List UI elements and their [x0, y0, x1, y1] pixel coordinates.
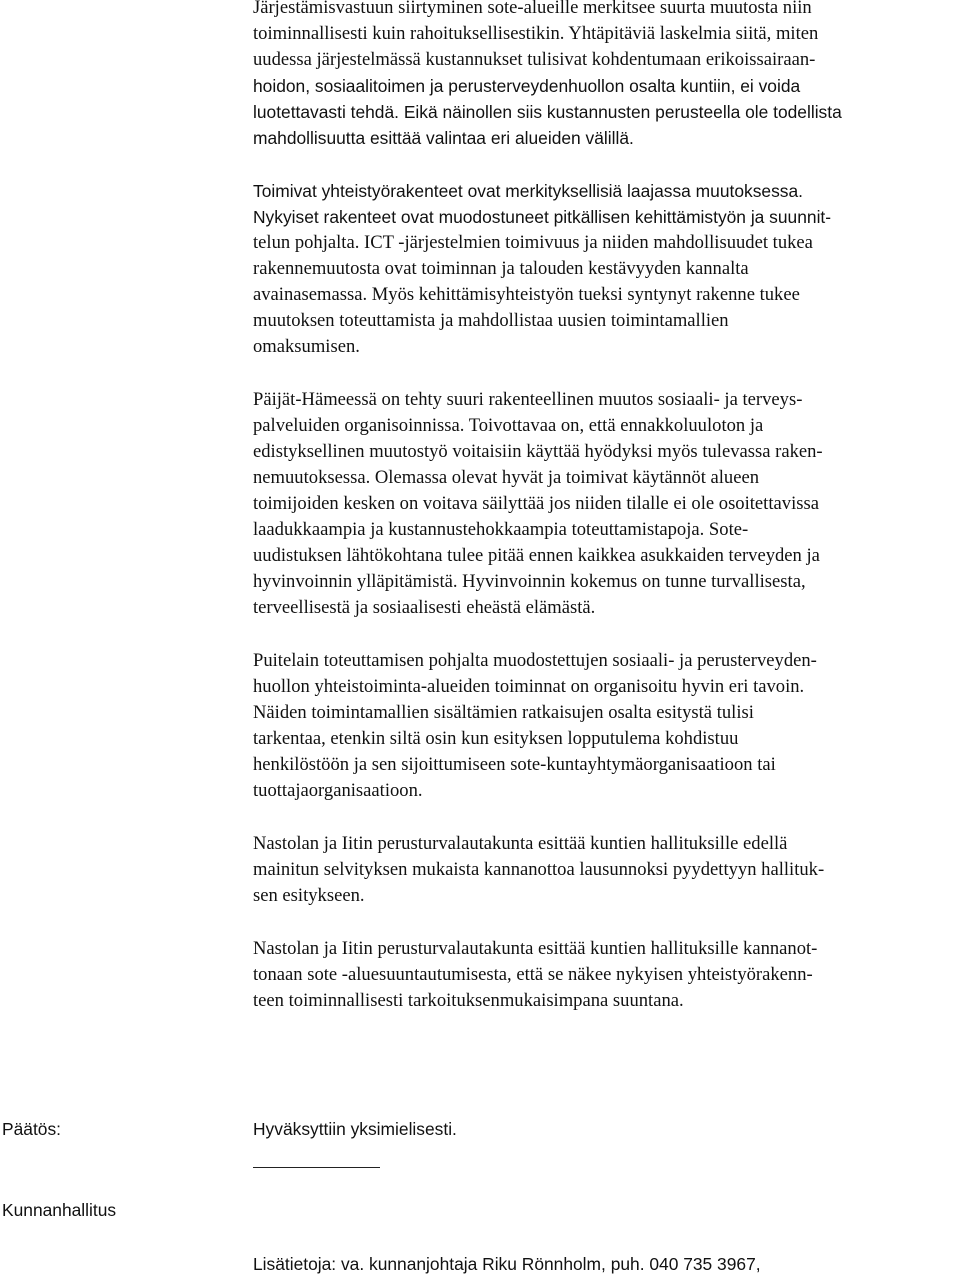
paragraph-1 — [253, 0, 958, 151]
paragraph-6 — [253, 936, 958, 1014]
text-line: avainasemassa. Myös kehittämisyhteistyön tueksi syntynyt rakenne tukee — [253, 284, 800, 305]
body-label: Kunnanhallitus — [2, 1200, 117, 1220]
paragraph-5 — [253, 831, 958, 909]
text-line: henkilöstöön ja sen sijoittumiseen sote-kuntayhtymäorganisaatioon tai — [253, 754, 776, 775]
text-line: Päijät-Hämeessä on tehty suuri rakenteellinen muutos sosiaali- ja terveys- — [253, 389, 803, 410]
contact-info: Lisätietoja: va. kunnanjohtaja Riku Rönnholm, puh. 040 735 3967, — [253, 1254, 761, 1274]
text-line: omaksumisen. — [253, 336, 360, 357]
text-line: tarkentaa, etenkin siltä osin kun esityksen lopputulema kohdistuu — [253, 728, 739, 749]
text-line: toiminnallisesti kuin rahoituksellisestikin. Yhtäpitäviä laskelmia siitä, miten — [253, 23, 819, 44]
text-line: telun pohjalta. ICT -järjestelmien toimivuus ja niiden mahdollisuudet tukea — [253, 232, 813, 253]
text-line: Näiden toimintamallien sisältämien ratkaisujen osalta esitystä tulisi — [253, 702, 754, 723]
text-line: Toimivat yhteistyörakenteet ovat merkityksellisiä laajassa muutoksessa. — [253, 181, 803, 201]
text-line: muutoksen toteuttamista ja mahdollistaa uusien toimintamallien — [253, 310, 729, 331]
text-line: Nastolan ja Iitin perusturvalautakunta esittää kuntien hallituksille kannanot- — [253, 938, 818, 959]
text-line: sen esitykseen. — [253, 885, 365, 906]
paragraph-2 — [253, 178, 958, 360]
text-line: Järjestämisvastuun siirtyminen sote-alueille merkitsee suurta muutosta niin — [253, 0, 812, 18]
decision-text: Hyväksyttiin yksimielisesti. — [253, 1119, 457, 1139]
text-line: rakennemuutosta ovat toiminnan ja talouden kestävyyden kannalta — [253, 258, 749, 279]
body-text — [253, 0, 958, 1041]
text-line: terveellisestä ja sosiaalisesti eheästä elämästä. — [253, 597, 596, 618]
text-line: palveluiden organisoinnissa. Toivottavaa on, että ennakkoluuloton ja — [253, 415, 764, 436]
text-line: edistyksellinen muutostyö voitaisiin käyttää hyödyksi myös tulevassa raken- — [253, 441, 823, 462]
text-line: uudessa järjestelmässä kustannukset tulisivat kohdentumaan erikoissairaan- — [253, 49, 816, 70]
text-line: mahdollisuutta esittää valintaa eri alueiden välillä. — [253, 128, 634, 148]
text-line: teen toiminnallisesti tarkoituksenmukaisimpana suuntana. — [253, 990, 684, 1011]
text-line: hyvinvoinnin ylläpitämistä. Hyvinvoinnin kokemus on tunne turvallisesta, — [253, 571, 806, 592]
paragraph-4 — [253, 648, 958, 804]
text-line: laadukkaampia ja kustannustehokkaampia toteuttamistapoja. Sote- — [253, 519, 749, 540]
text-line: uudistuksen lähtökohtana tulee pitää ennen kaikkea asukkaiden terveyden ja — [253, 545, 820, 566]
text-line: tonaan sote -aluesuuntautumisesta, että se näkee nykyisen yhteistyörakenn- — [253, 964, 813, 985]
paragraph-3 — [253, 387, 958, 621]
text-line: hoidon, sosiaalitoimen ja perusterveydenhuollon osalta kuntiin, ei voida — [253, 76, 801, 96]
text-line: luotettavasti tehdä. Eikä näinollen siis kustannusten perusteella ole todellista — [253, 102, 842, 122]
decision-label: Päätös: — [2, 1119, 61, 1139]
text-line: tuottajaorganisaatioon. — [253, 780, 423, 801]
text-line: Puitelain toteuttamisen pohjalta muodostettujen sosiaali- ja perusterveyden- — [253, 650, 817, 671]
text-line: toimijoiden kesken on voitava säilyttää jos niiden tilalle ei ole osoitettavissa — [253, 493, 819, 514]
text-line: huollon yhteistoiminta-alueiden toiminnat on organisoitu hyvin eri tavoin. — [253, 676, 805, 697]
text-line: Nykyiset rakenteet ovat muodostuneet pitkällisen kehittämistyön ja suunnit- — [253, 207, 832, 227]
signature-rule — [253, 1167, 380, 1168]
text-line: Nastolan ja Iitin perusturvalautakunta esittää kuntien hallituksille edellä — [253, 833, 788, 854]
text-line: nemuutoksessa. Olemassa olevat hyvät ja toimivat käytännöt alueen — [253, 467, 760, 488]
text-line: mainitun selvityksen mukaista kannanottoa lausunnoksi pyydettyyn hallituk- — [253, 859, 825, 880]
